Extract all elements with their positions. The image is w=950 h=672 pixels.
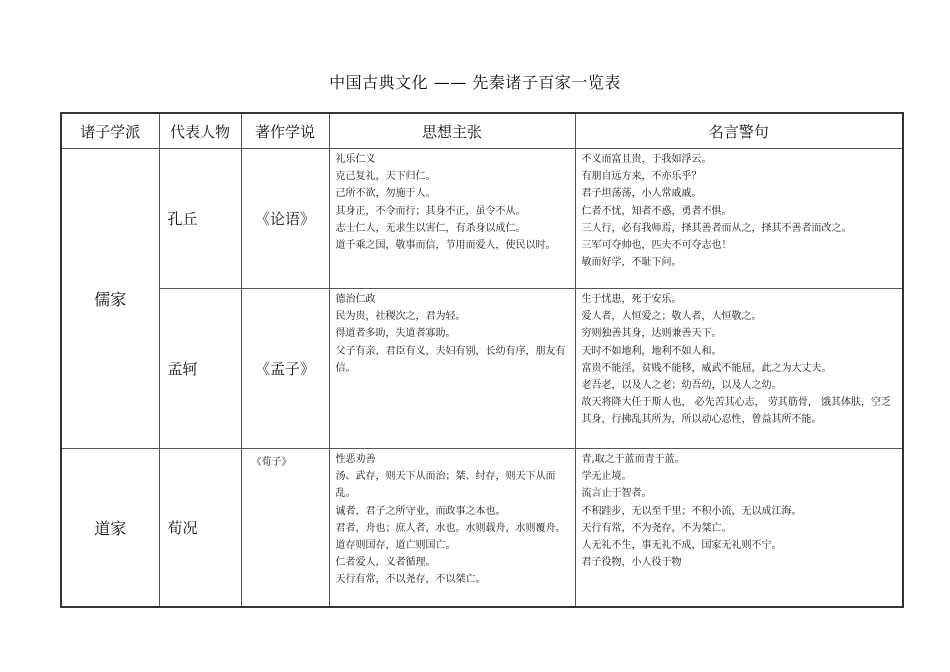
text-line: 天时不如地利，地利不如人和。	[581, 345, 722, 357]
text-line: 志士仁人，无求生以害仁，有杀身以成仁。	[335, 222, 526, 234]
text-line: 己所不欲，勿施于人。	[335, 188, 436, 200]
text-line: 故天将降大任于斯人也， 必先苦其心志， 劳其筋骨， 饿其体肤，空乏其身，行拂乱其所为，所以动心忍性，曾益其所不能。	[581, 397, 892, 426]
work-cell: 《孟子》	[241, 289, 329, 449]
person-cell: 孔丘	[159, 149, 241, 289]
text-line: 学无止境。	[581, 471, 632, 483]
text-line: 天行有常，不以尧存，不以桀亡。	[335, 574, 486, 586]
text-line: 性恶劝善	[335, 454, 376, 465]
text-line: 富贵不能淫，贫贱不能移，威武不能屈，此之为大丈夫。	[581, 362, 832, 374]
text-line: 生于忧患，死于安乐。	[581, 294, 682, 305]
text-line: 青,取之于蓝而青于蓝。	[581, 454, 685, 465]
text-line: 得道者多助，失道者寡助。	[335, 328, 456, 340]
text-line: 仁者爱人，义者循理。	[335, 557, 436, 569]
header-work: 著作学说	[241, 113, 329, 149]
text-line: 爱人者，人恒爱之；敬人者，人恒敬之。	[581, 311, 762, 323]
header-person: 代表人物	[159, 113, 241, 149]
work-cell: 《论语》	[241, 149, 329, 289]
text-line: 诚者，君子之所守业，而政事之本也。	[335, 505, 506, 517]
text-line: 礼乐仁义	[335, 154, 376, 165]
text-line: 君子坦荡荡，小人常戚戚。	[581, 188, 702, 200]
text-line: 敏而好学，不耻下问。	[581, 257, 682, 269]
header-school: 诸子学派	[61, 113, 159, 149]
text-line: 君子役物，小人役于物	[581, 557, 682, 569]
school-cell: 道家	[61, 449, 159, 607]
text-line: 三军可夺帅也，匹夫不可夺志也！	[581, 240, 732, 252]
school-cell: 儒家	[61, 149, 159, 449]
table-row	[61, 289, 903, 449]
text-line: 穷则独善其身，达则兼善天下。	[581, 328, 722, 340]
text-line: 三人行，必有我师焉，择其善者而从之，择其不善者而改之。	[581, 222, 852, 234]
text-line: 有朋自远方来，不亦乐乎？	[581, 171, 702, 183]
text-line: 不义而富且贵，于我如浮云。	[581, 154, 712, 165]
text-line: 其身正，不令而行；其身不正，虽令不从。	[335, 205, 526, 217]
quotes-cell	[575, 289, 903, 449]
text-line: 德治仁政	[335, 294, 376, 305]
ideas-cell	[329, 289, 575, 449]
person-cell: 荀况	[159, 449, 241, 607]
text-line: 流言止于智者。	[581, 488, 652, 500]
work-cell: 《荀子》	[241, 449, 329, 607]
header-quotes: 名言警句	[575, 113, 903, 149]
quotes-cell	[575, 449, 903, 607]
text-line: 不积跬步，无以至千里；不积小流，无以成江海。	[581, 505, 802, 517]
text-line: 民为贵，社稷次之，君为轻。	[335, 311, 466, 323]
table-row	[61, 449, 903, 607]
header-ideas: 思想主张	[329, 113, 575, 149]
text-line: 道千乘之国，敬事而信，节用而爱人，使民以时。	[335, 240, 556, 252]
philosophers-table	[60, 112, 904, 608]
text-line: 道存则国存，道亡则国亡。	[335, 540, 456, 552]
text-line: 老吾老，以及人之老；幼吾幼，以及人之幼。	[581, 380, 782, 392]
text-line: 天行有常，不为尧存，不为桀亡。	[581, 522, 732, 534]
table-row	[61, 149, 903, 289]
text-line: 仁者不忧，知者不惑，勇者不惧。	[581, 205, 732, 217]
person-cell: 孟轲	[159, 289, 241, 449]
text-line: 父子有亲，君臣有义，夫妇有别，长幼有序，朋友有信。	[335, 345, 566, 374]
text-line: 人无礼不生，事无礼不成，国家无礼则不宁。	[581, 540, 782, 552]
ideas-cell	[329, 149, 575, 289]
text-line: 君者，舟也；庶人者，水也。水则载舟，水则覆舟。	[335, 522, 566, 534]
quotes-cell	[575, 149, 903, 289]
text-line: 克己复礼，天下归仁。	[335, 171, 436, 183]
ideas-cell	[329, 449, 575, 607]
text-line: 汤、武存，则天下从而治；桀、纣存，则天下从而乱。	[335, 471, 556, 500]
table-header-row	[61, 113, 903, 149]
page-title: 中国古典文化 —— 先秦诸子百家一览表	[329, 73, 621, 92]
